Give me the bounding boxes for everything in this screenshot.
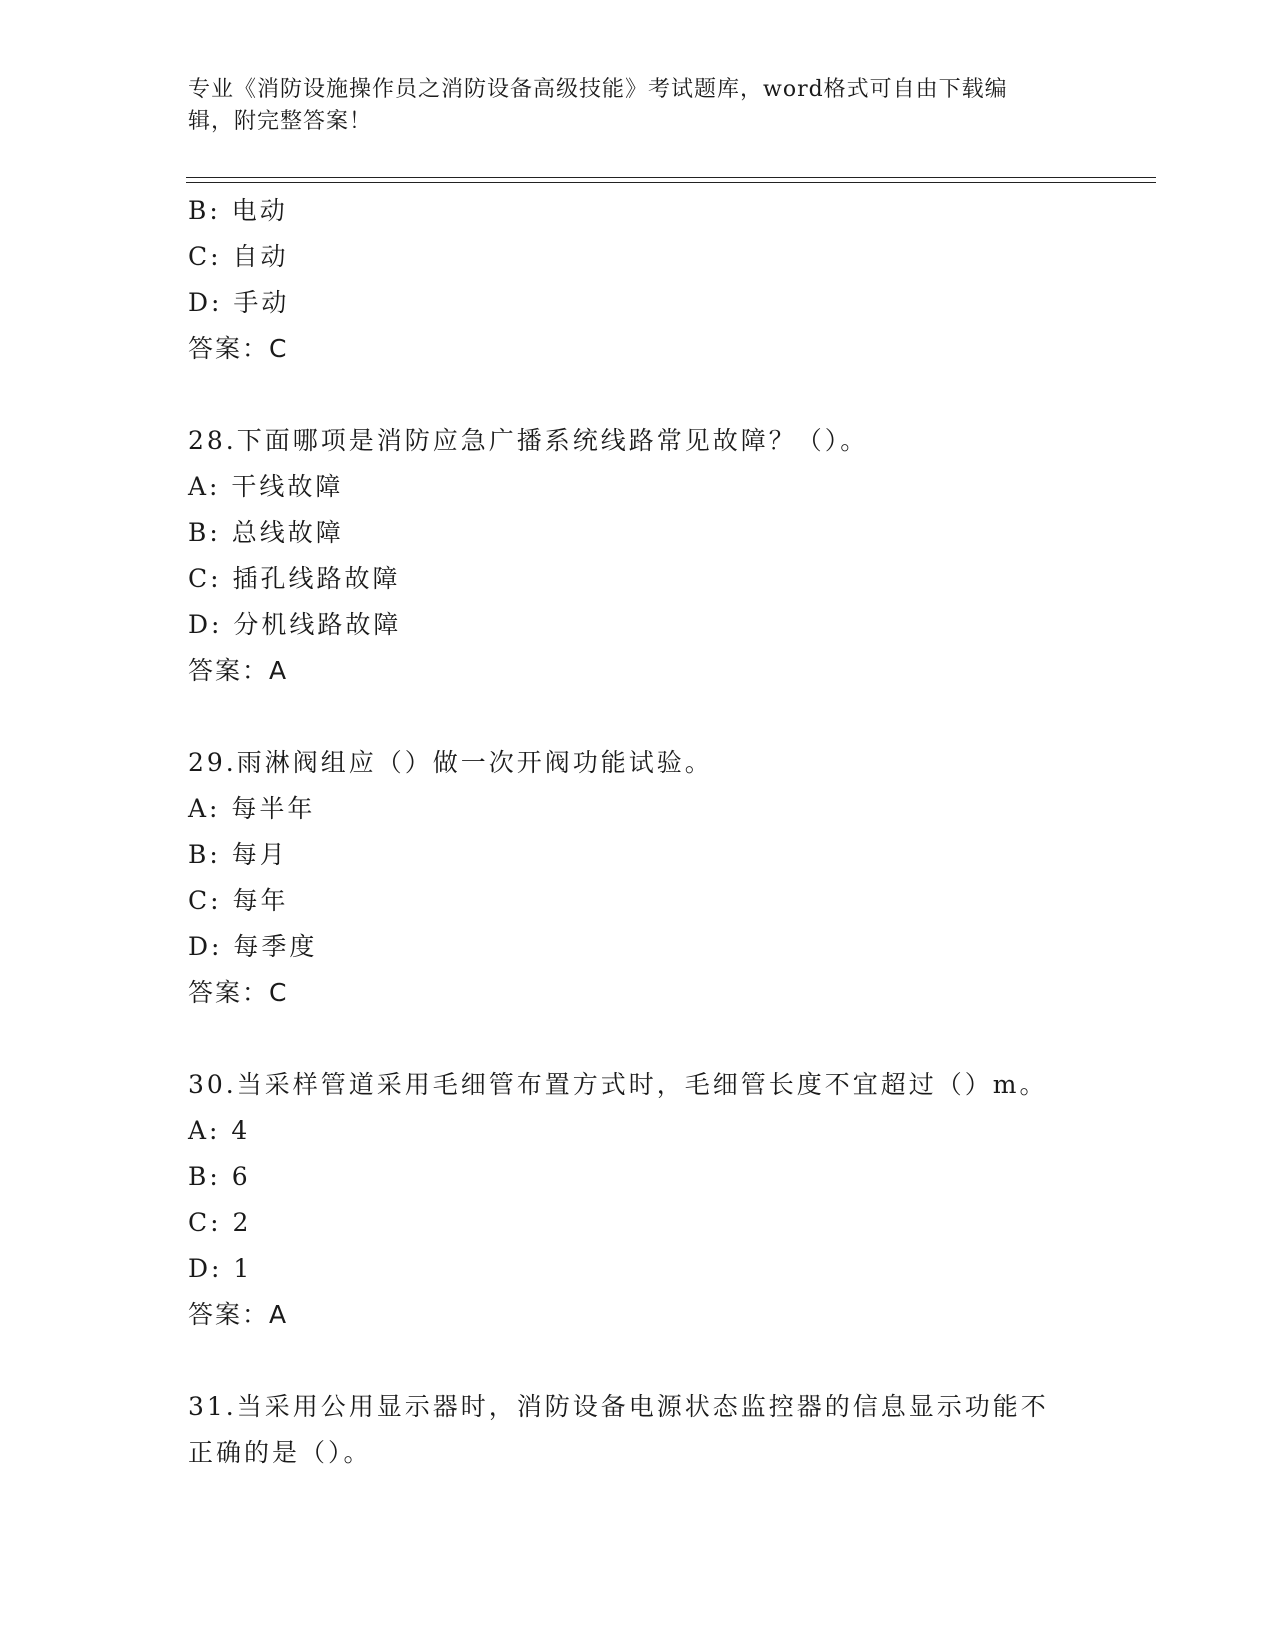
option-b: B: 每月 <box>188 840 288 869</box>
answer-line: 答案：C <box>188 334 289 363</box>
option-c: C: 2 <box>188 1208 252 1237</box>
option-d: D: 1 <box>188 1254 253 1283</box>
question-stem: 30.当采样管道采用毛细管布置方式时，毛细管长度不宜超过（）m。 <box>188 1070 1048 1099</box>
header-divider-top <box>186 177 1156 178</box>
question-list <box>188 188 1088 1476</box>
option-b: B: 电动 <box>188 196 288 225</box>
option-d: D: 每季度 <box>188 932 318 961</box>
header-divider-bottom <box>186 182 1156 183</box>
header-line-1: 专业《消防设施操作员之消防设备高级技能》考试题库，word格式可自由下载编 <box>188 77 1008 102</box>
option-d: D: 手动 <box>188 288 290 317</box>
answer-line: 答案：A <box>188 656 289 685</box>
document-header <box>188 74 1088 138</box>
question-stem: 29.雨淋阀组应（）做一次开阀功能试验。 <box>188 748 713 777</box>
question-stem-line-1: 31.当采用公用显示器时，消防设备电源状态监控器的信息显示功能不 <box>188 1392 1049 1421</box>
question-30 <box>188 1062 1088 1338</box>
option-a: A: 4 <box>188 1116 251 1145</box>
option-c: C: 自动 <box>188 242 289 271</box>
option-c: C: 每年 <box>188 886 289 915</box>
spacer <box>188 372 1088 418</box>
spacer <box>188 1338 1088 1384</box>
option-d: D: 分机线路故障 <box>188 610 402 639</box>
question-stem: 28.下面哪项是消防应急广播系统线路常见故障？（）。 <box>188 426 869 455</box>
question-28 <box>188 418 1088 694</box>
option-c: C: 插孔线路故障 <box>188 564 401 593</box>
spacer <box>188 1016 1088 1062</box>
header-line-2: 辑，附完整答案！ <box>188 109 373 134</box>
answer-line: 答案：A <box>188 1300 289 1329</box>
question-31 <box>188 1384 1088 1476</box>
answer-line: 答案：C <box>188 978 289 1007</box>
option-a: A: 干线故障 <box>188 472 344 501</box>
question-29 <box>188 740 1088 1016</box>
option-b: B: 总线故障 <box>188 518 344 547</box>
option-b: B: 6 <box>188 1162 251 1191</box>
question-27-partial <box>188 188 1088 372</box>
spacer <box>188 694 1088 740</box>
option-a: A: 每半年 <box>188 794 316 823</box>
question-stem-line-2: 正确的是（）。 <box>188 1438 372 1467</box>
